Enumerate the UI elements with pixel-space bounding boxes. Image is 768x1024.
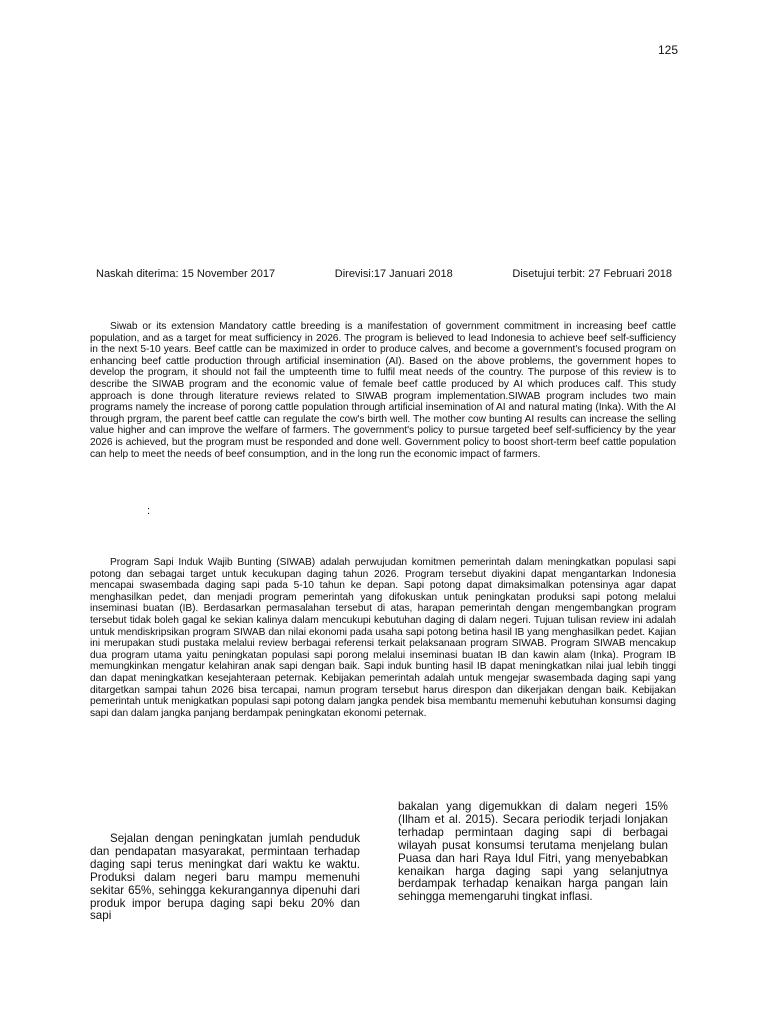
- revised-date: Direvisi:17 Januari 2018: [334, 268, 453, 280]
- body-left-column: Sejalan dengan peningkatan jumlah penduduk dan pendapatan masyarakat, permintaan terhadap daging sapi terus meningkat dari waktu ke waktu. Produksi dalam negeri baru mampu memenuhi sekitar 65%, sehingga kekurangannya dipenuhi dari produk impor berupa daging sapi beku 20% dan sapi: [90, 832, 360, 923]
- abstract-english: Siwab or its extension Mandatory cattle breeding is a manifestation of government commitment in increasing beef cattle population, and as a target for meat sufficiency in 2026. The program is believed to lead Indonesia to achieve beef self-sufficiency in the next 5-10 years. Beef cattle can be maximized in order to produce calves, and become a government’s focused program on enhancing beef cattle production through artificial insemination (AI). Based on the above problems, the government hopes to develop the program, it should not fail the umpteenth time to fulfil meat needs of the country. The purpose of this review is to describe the SIWAB program and the economic value of female beef cattle produced by AI which produces calf. This study approach is done through literature reviews related to SIWAB program implementation.SIWAB program includes two main programs namely the increase of porong cattle population through artificial insemination of AI and natural mating (Inka). With the AI through prgram, the parent beef cattle can regulate the cow's birth well. The mother cow bunting AI results can increase the selling value higher and can improve the welfare of farmers. The government's policy to pursue targeted beef self-sufficiency by the year 2026 is achieved, but the program must be responded and done well. Government policy to boost short-term beef cattle population can help to meet the needs of beef consumption, and in the long run the economic impact of farmers.: [90, 321, 676, 460]
- submission-dates: [96, 268, 672, 281]
- approved-date: Disetujui terbit: 27 Februari 2018: [512, 268, 672, 280]
- body-right-column: bakalan yang digemukkan di dalam negeri 15% (Ilham et al. 2015). Secara periodik terjadi lonjakan terhadap permintaan daging sapi di berbagai wilayah pusat konsumsi terutama menjelang bulan Puasa dan hari Raya Idul Fitri, yang menyebabkan kenaikan harga daging sapi yang selanjutnya berdampak terhadap kenaikan harga pangan lain sehingga memengaruhi tingkat inflasi.: [398, 800, 668, 904]
- keywords-colon: :: [147, 505, 151, 517]
- abstract-indonesian: Program Sapi Induk Wajib Bunting (SIWAB) adalah perwujudan komitmen pemerintah dalam meningkatkan populasi sapi potong dan sebagai target untuk kecukupan daging tahun 2026. Program tersebut diyakini dapat mengantarkan Indonesia mencapai swasembada daging sapi pada 5-10 tahun ke depan. Sapi potong dapat dimaksimalkan potensinya agar dapat menghasilkan pedet, dan menjadi program pemerintah yang difokuskan untuk peningkatan produksi sapi potong melalui inseminasi buatan (IB). Berdasarkan permasalahan tersebut di atas, harapan pemerintah dengan mengembangkan program tersebut tidak boleh gagal ke sekian kalinya dalam mencukupi kebutuhan daging di dalam negeri. Tujuan tulisan review ini adalah untuk mendiskripsikan program SIWAB dan nilai ekonomi pada usaha sapi potong betina hasil IB yang menghasilkan pedet. Kajian ini merupakan studi pustaka melalui review berbagai referensi terkait pelaksanaan program SIWAB. Program SIWAB mencakup dua program utama yaitu peningkatan populasi sapi porong melalui inseminasi buatan IB dan kawin alam (Inka). Program IB memungkinkan mengatur kelahiran anak sapi dengan baik. Sapi induk bunting hasil IB dapat meningkatkan nilai jual lebih tinggi dan dapat meningkatkan kesejahteraan peternak. Kebijakan pemerintah adalah untuk mengejar swasembada daging sapi yang ditargetkan sampai tahun 2026 bisa tercapai, namun program tersebut harus direspon dan dikerjakan dengan baik. Kebijakan pemerintah untuk menigkatkan populasi sapi potong dalam jangka pendek bisa membantu memenuhi kebutuhan konsumsi daging sapi dan dalam jangka panjang berdampak peningkatan ekonomi peternak.: [90, 557, 676, 719]
- page-number: 125: [657, 43, 678, 57]
- received-date: Naskah diterima: 15 November 2017: [96, 268, 276, 280]
